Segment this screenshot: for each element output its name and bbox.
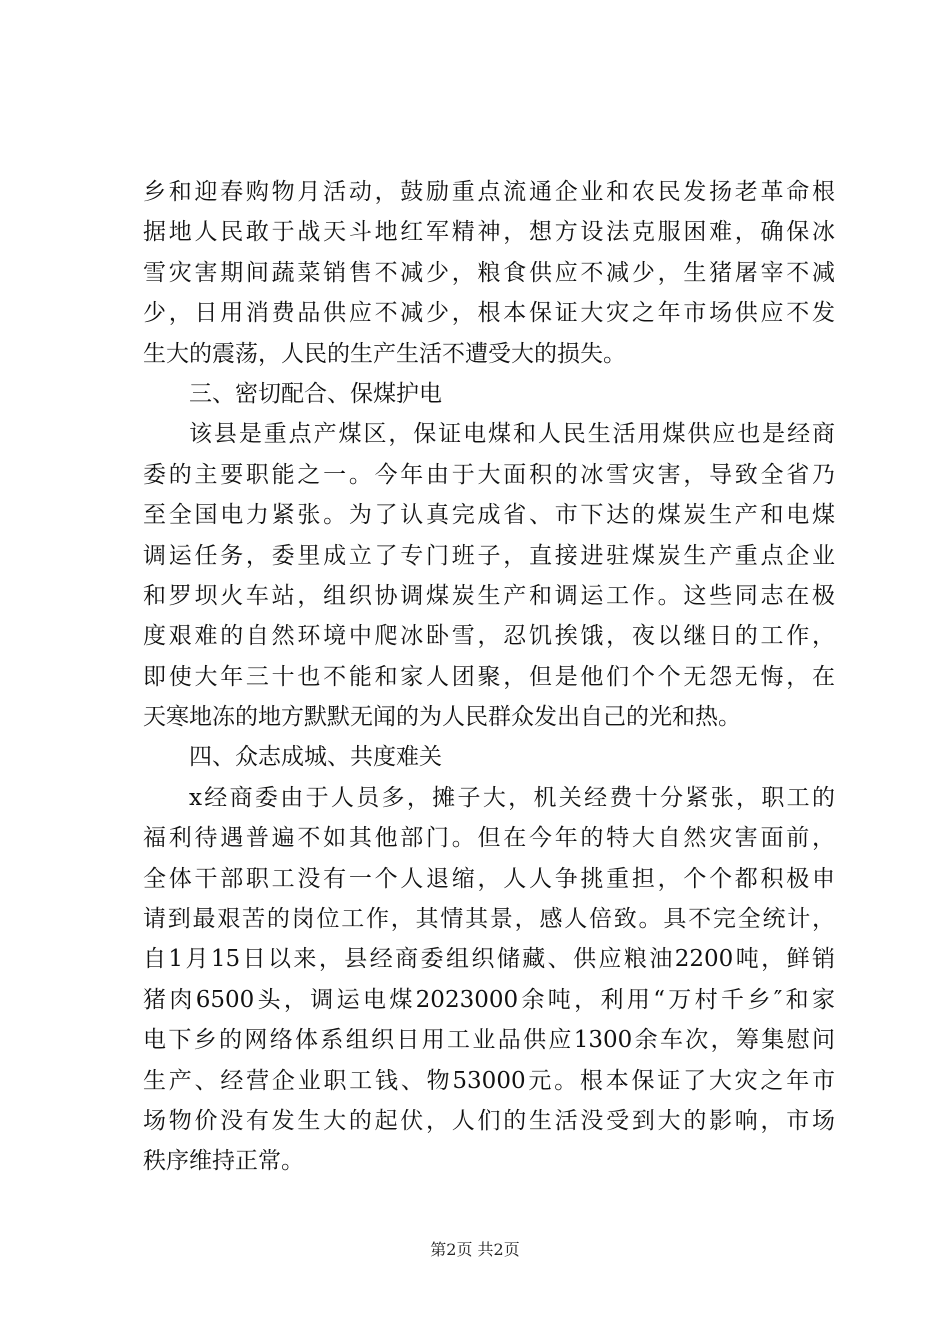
text-line: 至全国电力紧张。为了认真完成省、市下达的煤炭生产和电煤: [143, 502, 835, 529]
text-line: 天寒地冻的地方默默无闻的为人民群众发出自己的光和热。: [143, 704, 741, 731]
text-line: 该县是重点产煤区，保证电煤和人民生活用煤供应也是经商: [189, 421, 835, 448]
text-line: 全体干部职工没有一个人退缩，人人争挑重担，个个都积极申: [143, 865, 835, 892]
text-line: 即使大年三十也不能和家人团聚，但是他们个个无怨无悔，在: [143, 663, 835, 690]
text-line: 生产、经营企业职工钱、物53000元。根本保证了大灾之年市: [143, 1067, 835, 1094]
section-heading: 三、密切配合、保煤护电: [189, 380, 442, 407]
text-line: 雪灾害期间蔬菜销售不减少，粮食供应不减少，生猪屠宰不减: [143, 259, 835, 286]
text-line: 和罗坝火车站，组织协调煤炭生产和调运工作。这些同志在极: [143, 582, 835, 609]
text-line: x经商委由于人员多，摊子大，机关经费十分紧张，职工的: [189, 784, 835, 811]
text-line: 据地人民敢于战天斗地红军精神，想方设法克服困难，确保冰: [143, 219, 835, 246]
document-body: [143, 172, 835, 1182]
text-line: 福利待遇普遍不如其他部门。但在今年的特大自然灾害面前，: [143, 825, 835, 852]
text-line: 猪肉6500头，调运电煤2023000余吨，利用“万村千乡″和家: [143, 986, 835, 1013]
text-line: 请到最艰苦的岗位工作，其情其景，感人倍致。具不完全统计，: [143, 906, 835, 933]
text-line: 电下乡的网络体系组织日用工业品供应1300余车次，筹集慰问: [143, 1027, 835, 1054]
text-line: 乡和迎春购物月活动，鼓励重点流通企业和农民发扬老革命根: [143, 179, 835, 205]
text-line: 委的主要职能之一。今年由于大面积的冰雪灾害，导致全省乃: [143, 461, 835, 488]
page-footer: 第2页 共2页: [430, 1240, 520, 1259]
text-line: 场物价没有发生大的起伏，人们的生活没受到大的影响，市场: [143, 1107, 835, 1134]
text-line: 度艰难的自然环境中爬冰卧雪，忍饥挨饿，夜以继日的工作，: [143, 623, 835, 650]
text-line: 调运任务，委里成立了专门班子，直接进驻煤炭生产重点企业: [143, 542, 835, 569]
text-line: 自1月15日以来，县经商委组织储藏、供应粮油2200吨，鲜销: [143, 946, 835, 973]
text-line: 少，日用消费品供应不减少，根本保证大灾之年市场供应不发: [143, 300, 835, 327]
text-line: 生大的震荡，人民的生产生活不遭受大的损失。: [143, 340, 626, 367]
text-line: 秩序维持正常。: [143, 1148, 304, 1175]
section-heading: 四、众志成城、共度难关: [189, 744, 442, 771]
